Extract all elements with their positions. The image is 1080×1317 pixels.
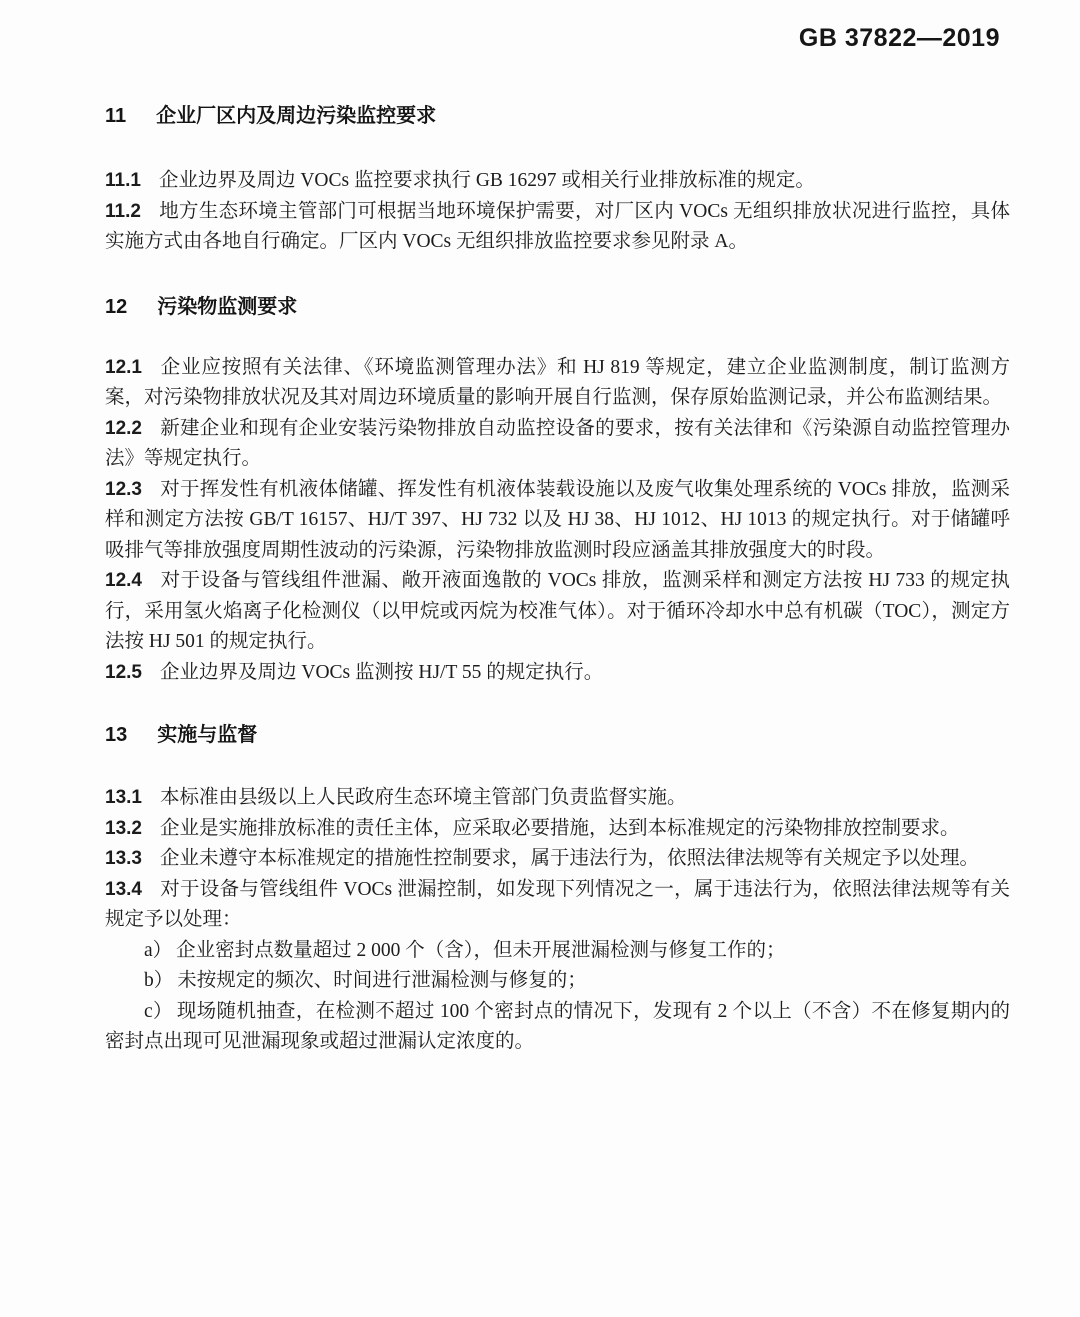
clause-12-3: [105, 475, 1010, 567]
clause-13-3: [105, 844, 1010, 875]
list-item-label: c）: [144, 1000, 173, 1022]
clause-text: 对于设备与管线组件泄漏、敞开液面逸散的 VOCs 排放，监测采样和测定方法按 HJ 733 的规定执行，采用氢火焰离子化检测仪（以甲烷或丙烷为校准气体）。对于循环冷却水中总有机碳（TOC），测定方法按 HJ 501 的规定执行。: [105, 570, 1010, 652]
clause-text: 企业是实施排放标准的责任主体，应采取必要措施，达到本标准规定的污染物排放控制要求。: [159, 817, 960, 839]
clause-text: 企业边界及周边 VOCs 监控要求执行 GB 16297 或相关行业排放标准的规定。: [158, 170, 815, 191]
list-item-c: [105, 997, 1010, 1058]
clause-text: 对于挥发性有机液体储罐、挥发性有机液体装载设施以及废气收集处理系统的 VOCs 排放，监测采样和测定方法按 GB/T 16157、HJ/T 397、HJ 732 以及 HJ 38、HJ 1012、HJ 1013 的规定执行。对于储罐呼吸排气等排放强度周期性波动的污染源，污染物排放监测时段应涵盖其排放强度大的时段。: [105, 478, 1010, 561]
list-item-label: b）: [144, 970, 174, 991]
list-item-label: a）: [144, 939, 173, 961]
clause-number: 11.2: [105, 200, 141, 222]
list-item-text: 企业密封点数量超过 2 000 个（含），但未开展泄漏检测与修复工作的；: [176, 939, 786, 961]
clause-number: 13.3: [105, 848, 142, 869]
list-item-text: 未按规定的频次、时间进行泄漏检测与修复的；: [177, 970, 587, 991]
clause-number: 12.3: [105, 478, 142, 500]
clause-13-4: [105, 875, 1010, 936]
clause-text: 企业应按照有关法律、《环境监测管理办法》和 HJ 819 等规定，建立企业监测制度，制订监测方案，对污染物排放状况及其对周边环境质量的影响开展自行监测，保存原始监测记录，并公布监测结果。: [105, 356, 1010, 408]
section-title: 企业厂区内及周边污染监控要求: [156, 105, 437, 127]
list-item-a: [105, 936, 1010, 967]
clause-13-2: [105, 814, 1010, 845]
clause-number: 13.2: [105, 817, 142, 839]
clause-number: 12.2: [105, 417, 142, 439]
clause-text: 企业边界及周边 VOCs 监测按 HJ/T 55 的规定执行。: [159, 661, 604, 683]
clause-text: 本标准由县级以上人民政府生态环境主管部门负责监督实施。: [159, 787, 687, 808]
standard-number: GB 37822—2019: [798, 24, 1000, 52]
clause-12-2: [105, 414, 1010, 475]
page-header: [0, 0, 1080, 53]
section-number: 13: [105, 724, 128, 746]
clause-11-1: [105, 166, 1010, 197]
section-heading-12: [105, 290, 1010, 319]
list-item-b: [105, 966, 1010, 997]
clause-12-1: [105, 353, 1010, 414]
section-number: 11: [105, 105, 127, 127]
section-heading-11: [105, 99, 1010, 128]
clause-text: 新建企业和现有企业安装污染物排放自动监控设备的要求，按有关法律和《污染源自动监控管理办法》等规定执行。: [105, 417, 1010, 469]
clause-number: 12.5: [105, 661, 142, 683]
section-title: 污染物监测要求: [157, 295, 298, 318]
clause-12-4: [105, 566, 1010, 658]
document-body: [0, 99, 1080, 1058]
clause-13-1: [105, 783, 1010, 814]
clause-12-5: [105, 658, 1010, 689]
section-title: 实施与监督: [157, 724, 258, 746]
clause-11-2: [105, 197, 1010, 258]
section-heading-13: [105, 718, 1010, 747]
clause-number: 11.1: [105, 170, 141, 191]
clause-number: 13.4: [105, 878, 142, 900]
clause-text: 对于设备与管线组件 VOCs 泄漏控制，如发现下列情况之一，属于违法行为，依照法律法规等有关规定予以处理：: [105, 878, 1010, 930]
clause-text: 地方生态环境主管部门可根据当地环境保护需要，对厂区内 VOCs 无组织排放状况进行监控，具体实施方式由各地自行确定。厂区内 VOCs 无组织排放监控要求参见附录 A。: [105, 200, 1010, 252]
clause-number: 12.4: [105, 570, 142, 591]
clause-number: 13.1: [105, 787, 142, 808]
clause-number: 12.1: [105, 356, 142, 378]
section-number: 12: [105, 295, 128, 318]
list-item-text: 现场随机抽查，在检测不超过 100 个密封点的情况下，发现有 2 个以上（不含）不在修复期内的密封点出现可见泄漏现象或超过泄漏认定浓度的。: [105, 1000, 1010, 1052]
clause-text: 企业未遵守本标准规定的措施性控制要求，属于违法行为，依照法律法规等有关规定予以处理。: [159, 848, 979, 869]
